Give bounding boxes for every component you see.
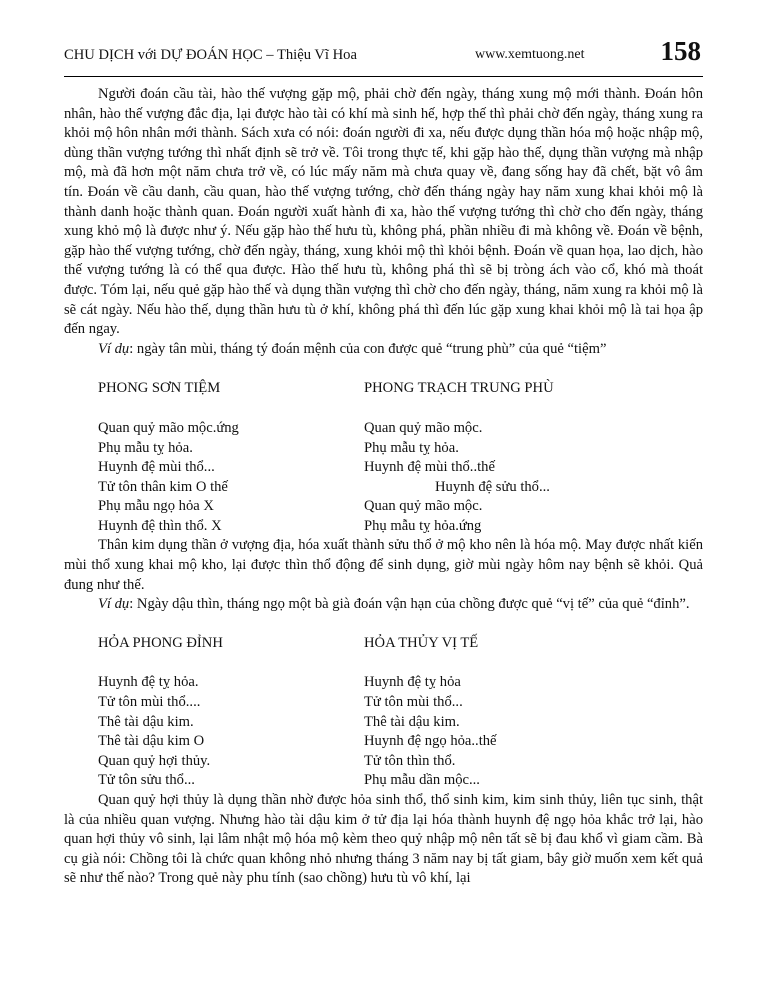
hexagram-line (64, 419, 703, 439)
hexagram-table-2 (64, 673, 703, 791)
header-divider (64, 76, 703, 77)
hexagram-line-right: Phụ mẫu tỵ hỏa.ứng (364, 517, 482, 534)
hexagram-line-left: Quan quỷ mão mộc.ứng (98, 419, 239, 436)
hexagram-right-title: HỎA THỦY VỊ TẾ (364, 634, 479, 651)
hexagram-line (64, 713, 703, 733)
hexagram-line-right: Huynh đệ sửu thổ... (435, 478, 550, 495)
hexagram-right-title: PHONG TRẠCH TRUNG PHÙ (364, 380, 554, 397)
hexagram-line (64, 439, 703, 459)
example-1-intro (64, 340, 703, 360)
intro-paragraph: Người đoán cầu tài, hào thế vượng gặp mộ, phải chờ đến ngày, tháng xung mộ mới thành. Đoán hôn nhân, hào thế vượng đắc địa, lại được hào tài có khí mà sinh hế, hợp thế thì phải chờ đến ngày, tháng xung ra khỏi mộ hôn nhân mới thành. Sách xưa có nói: đoán người đi xa, nếu được dụng thần hóa mộ hoặc nhập mộ, dùng thần vượng tướng thì nhất định sẽ trở về. Tôi trong thực tế, khi gặp hào thế, dụng thần vượng mà nhập mộ, mà đã hơn một năm chưa trở về, có lúc mấy năm mà chưa quay về, đang sống hay đã chết, bặt vô âm tín. Đoán về cầu danh, cầu quan, hào thế vượng tướng, chờ đến tháng ngày hay năm xung khai khỏi mộ là thành danh hoặc thành quan. Đoán người xuất hành đi xa, hào thế vượng tướng thì chờ cho đến ngày, tháng xung khỏ mộ là được như ý. Nếu gặp hào thế hưu tù, không phá, phần nhiều đi mà không về. Đoán về bệnh, gặp hào thế vượng tướng, chờ đến ngày, tháng, xung khỏi mộ thì khỏi bệnh. Đoán về quan họa, lao dịch, hào thế vượng tướng là có thể qua được. Hào thế hưu tù, không phá thì sẽ bị tròng ách vào cổ, khó mà thoát được. Tóm lại, nếu quẻ gặp hào thế và dụng thần vượng thì chờ cho đến ngày, tháng, năm xung ra khỏi mộ là sẽ cát ngày. Nếu hào thế, dụng thần hưu tù ở khí, không phá thì đến lúc gặp xung khai khỏi mộ là tai họa ập đến ngay. (64, 86, 703, 338)
spacer (64, 359, 703, 379)
hexagram-line-right: Huynh đệ tỵ hỏa (364, 674, 461, 691)
hexagram-line (64, 693, 703, 713)
example-1-commentary: Thân kim dụng thần ở vượng địa, hóa xuất thành sửu thổ ở mộ kho nên là hóa mộ. May được nhất kiến mùi thổ xung khai mộ kho, lại được thìn thổ động để sinh dụng, giờ mùi ngày hôm nay bệnh sẽ khỏi. Quả đung như thế. (64, 537, 703, 593)
hexagram-line-right: Huynh đệ ngọ hỏa..thế (364, 733, 497, 750)
example-2-intro (64, 595, 703, 615)
example-1-text: : ngày tân mùi, tháng tý đoán mệnh của con được quẻ “trung phù” của quẻ “tiệm” (129, 340, 607, 357)
example-2-commentary: Quan quỷ hợi thủy là dụng thần nhờ được hỏa sinh thổ, thổ sinh kim, kim sinh thủy, liên tục sinh, thật là của nhiều quan vượng. Nhưng hào tài dậu kim ở tử địa lại hóa thành huynh đệ ngọ hỏa khắc trở lại, hào quan hợi thủy vô sinh, lại lâm nhật mộ hóa mộ kèm theo quỷ nhập mộ nên tất sẽ bị đau khổ vì giam cầm. Bà cụ già nói: Chồng tôi là chức quan không nhỏ nhưng tháng 3 năm nay bị tất giam, bây giờ muốn xem kết quả sẽ như thế nào? Trong quẻ này phu tính (sao chồng) hưu tù vô khí, lại (64, 792, 703, 887)
hexagram-line-left: Huynh đệ mùi thổ... (98, 459, 215, 476)
hexagram-line (64, 478, 703, 498)
hexagram-left-title: PHONG SƠN TIỆM (98, 380, 221, 397)
hexagram-line (64, 752, 703, 772)
example-1-label: Ví dụ (98, 340, 130, 357)
page-number: 158 (660, 36, 701, 66)
hexagram-line (64, 732, 703, 752)
hexagram-line-left: Huynh đệ tỵ hỏa. (98, 674, 199, 691)
example-2-text: : Ngày dậu thìn, tháng ngọ một bà già đoán vận hạn của chồng được quẻ “vị tế” của quẻ “đỉnh”. (129, 596, 690, 613)
spacer (64, 653, 703, 673)
hexagram-line-right: Thê tài dậu kim. (364, 713, 460, 730)
hexagram-line-left: Tử tôn mùi thổ.... (98, 694, 201, 711)
hexagram-line-left: Quan quỷ hợi thủy. (98, 752, 211, 769)
hexagram-line-left: Phụ mẫu ngọ hỏa X (98, 498, 214, 515)
hexagram-line (64, 517, 703, 537)
hexagram-titles-2 (64, 634, 703, 654)
hexagram-line-left: Phụ mẫu tỵ hỏa. (98, 439, 193, 456)
hexagram-line-left: Tử tôn sửu thổ... (98, 772, 195, 789)
hexagram-line-left: Tử tôn thân kim O thế (98, 478, 228, 495)
page-body (64, 85, 703, 889)
hexagram-line-left: Huynh đệ thìn thổ. X (98, 517, 222, 534)
hexagram-titles-1 (64, 379, 703, 399)
hexagram-line-right: Phụ mẫu tỵ hỏa. (364, 439, 459, 456)
hexagram-line (64, 497, 703, 517)
website-link[interactable]: www.xemtuong.net (475, 47, 585, 62)
page-header (64, 36, 703, 76)
hexagram-line-right: Quan quỷ mão mộc. (364, 498, 483, 515)
hexagram-line-left: Thê tài dậu kim. (98, 713, 194, 730)
hexagram-line (64, 458, 703, 478)
hexagram-line-left: Thê tài dậu kim O (98, 733, 205, 750)
spacer (64, 399, 703, 419)
hexagram-line-right: Tử tôn thìn thổ. (364, 752, 456, 769)
hexagram-line (64, 673, 703, 693)
hexagram-line (64, 771, 703, 791)
book-title: CHU DỊCH với DỰ ĐOÁN HỌC – Thiệu Vĩ Hoa (64, 47, 357, 63)
hexagram-line-right: Quan quỷ mão mộc. (364, 419, 483, 436)
spacer (64, 615, 703, 634)
hexagram-line-right: Tử tôn mùi thổ... (364, 694, 463, 711)
hexagram-table-1 (64, 419, 703, 537)
hexagram-left-title: HỎA PHONG ĐỈNH (98, 634, 223, 651)
example-2-label: Ví dụ (98, 596, 130, 613)
hexagram-line-right: Phụ mẫu dần mộc... (364, 772, 480, 789)
hexagram-line-right: Huynh đệ mùi thổ..thế (364, 459, 495, 476)
